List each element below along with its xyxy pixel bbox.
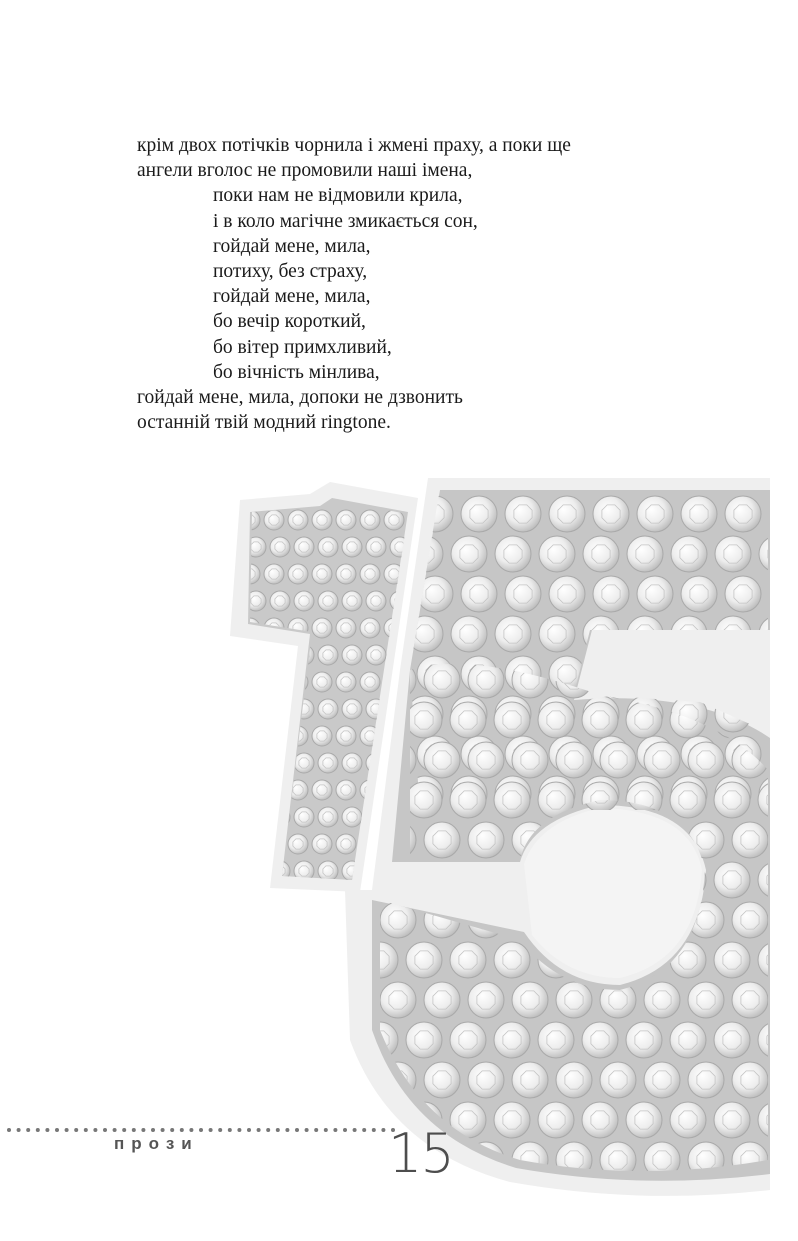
poem-line: крім двох потічків чорнила і жмені праху, а поки ще bbox=[137, 135, 571, 156]
rhinestone bbox=[538, 702, 574, 738]
rhinestone bbox=[627, 536, 663, 572]
rhinestone bbox=[288, 564, 308, 584]
rhinestone bbox=[424, 822, 460, 858]
rhinestone bbox=[539, 536, 575, 572]
rhinestone bbox=[670, 782, 706, 818]
footer-dot bbox=[257, 1128, 261, 1132]
rhinestone bbox=[714, 942, 750, 978]
rhinestone bbox=[406, 782, 442, 818]
rhinestone bbox=[512, 742, 548, 778]
rhinestone bbox=[582, 1022, 618, 1058]
rhinestone bbox=[240, 726, 260, 746]
rhinestone bbox=[240, 780, 260, 800]
rhinestone bbox=[312, 834, 332, 854]
footer-dot bbox=[333, 1128, 337, 1132]
rhinestone bbox=[494, 782, 530, 818]
poem-line: гойдай мене, мила, bbox=[213, 235, 371, 257]
rhinestone bbox=[776, 742, 798, 778]
footer-dot bbox=[103, 1128, 107, 1132]
rhinestone bbox=[495, 536, 531, 572]
rhinestone bbox=[758, 1022, 794, 1058]
rhinestone bbox=[366, 645, 386, 665]
rhinestone bbox=[644, 1062, 680, 1098]
rhinestone bbox=[494, 1102, 530, 1138]
rhinestone bbox=[468, 822, 504, 858]
rhinestone bbox=[424, 1062, 460, 1098]
rhinestone bbox=[336, 834, 356, 854]
poem-line: бо вітер примхливий, bbox=[213, 336, 392, 358]
footer-dot bbox=[161, 1128, 165, 1132]
rhinestone bbox=[714, 782, 750, 818]
rhinestone bbox=[732, 982, 768, 1018]
footer-dot bbox=[65, 1128, 69, 1132]
rhinestone bbox=[342, 537, 362, 557]
rhinestone bbox=[342, 807, 362, 827]
rhinestone bbox=[312, 618, 332, 638]
rhinestone bbox=[318, 591, 338, 611]
rhinestone bbox=[312, 726, 332, 746]
rhinestone bbox=[318, 807, 338, 827]
rhinestone bbox=[342, 699, 362, 719]
rhinestone bbox=[312, 780, 332, 800]
rhinestone bbox=[758, 862, 794, 898]
rhinestone bbox=[406, 1022, 442, 1058]
rhinestone bbox=[732, 822, 768, 858]
rhinestone bbox=[380, 982, 416, 1018]
rhinestone bbox=[600, 742, 636, 778]
rhinestone bbox=[468, 1062, 504, 1098]
rhinestone bbox=[424, 982, 460, 1018]
rhinestone bbox=[264, 672, 284, 692]
rhinestone bbox=[450, 1022, 486, 1058]
footer-dot bbox=[113, 1128, 117, 1132]
rhinestone-number-illustration bbox=[0, 470, 798, 1210]
footer-dot bbox=[122, 1128, 126, 1132]
rhinestone bbox=[637, 576, 673, 612]
footer-dot bbox=[151, 1128, 155, 1132]
rhinestone bbox=[681, 576, 717, 612]
rhinestone bbox=[681, 496, 717, 532]
rhinestone bbox=[556, 742, 592, 778]
rhinestone bbox=[406, 942, 442, 978]
footer-dot bbox=[343, 1128, 347, 1132]
rhinestone bbox=[246, 807, 266, 827]
rhinestone bbox=[336, 672, 356, 692]
footer-dot bbox=[362, 1128, 366, 1132]
rhinestone bbox=[336, 618, 356, 638]
rhinestone bbox=[246, 861, 266, 881]
footer-dot bbox=[381, 1128, 385, 1132]
rhinestone bbox=[424, 742, 460, 778]
rhinestone bbox=[758, 942, 794, 978]
rhinestone bbox=[505, 576, 541, 612]
rhinestone bbox=[366, 537, 386, 557]
rhinestone bbox=[732, 1062, 768, 1098]
footer-dot bbox=[237, 1128, 241, 1132]
rhinestone bbox=[714, 862, 750, 898]
rhinestone bbox=[294, 537, 314, 557]
rhinestone bbox=[246, 699, 266, 719]
footer-dot bbox=[132, 1128, 136, 1132]
rhinestone bbox=[336, 564, 356, 584]
rhinestone bbox=[450, 702, 486, 738]
rhinestone bbox=[270, 591, 290, 611]
rhinestone bbox=[600, 1062, 636, 1098]
rhinestone bbox=[360, 510, 380, 530]
footer-dot bbox=[45, 1128, 49, 1132]
rhinestone bbox=[312, 564, 332, 584]
rhinestone bbox=[512, 1062, 548, 1098]
rhinestone bbox=[336, 726, 356, 746]
rhinestone bbox=[366, 591, 386, 611]
footer-dot bbox=[93, 1128, 97, 1132]
rhinestone bbox=[776, 822, 798, 858]
rhinestone bbox=[318, 645, 338, 665]
rhinestone bbox=[342, 645, 362, 665]
rhinestone bbox=[769, 736, 798, 772]
rhinestone bbox=[670, 1102, 706, 1138]
rhinestone bbox=[776, 982, 798, 1018]
poem-line: поки нам не відмовили крила, bbox=[213, 185, 463, 207]
rhinestone bbox=[714, 1022, 750, 1058]
rhinestone bbox=[758, 1102, 794, 1138]
rhinestone bbox=[644, 742, 680, 778]
rhinestone bbox=[688, 982, 724, 1018]
section-label: прози bbox=[114, 1134, 199, 1153]
rhinestone bbox=[360, 564, 380, 584]
footer-dot bbox=[26, 1128, 30, 1132]
rhinestone bbox=[776, 902, 798, 938]
rhinestone bbox=[494, 1022, 530, 1058]
rhinestone bbox=[759, 536, 795, 572]
rhinestone bbox=[776, 1142, 798, 1178]
rhinestone bbox=[270, 537, 290, 557]
rhinestone bbox=[468, 982, 504, 1018]
rhinestone bbox=[549, 496, 585, 532]
rhinestone bbox=[725, 496, 761, 532]
rhinestone bbox=[294, 753, 314, 773]
rhinestone bbox=[671, 536, 707, 572]
rhinestone bbox=[360, 618, 380, 638]
poem-line: бо вічність мінлива, bbox=[213, 361, 380, 383]
rhinestone bbox=[240, 834, 260, 854]
rhinestone bbox=[776, 1062, 798, 1098]
rhinestone bbox=[688, 742, 724, 778]
rhinestone bbox=[461, 576, 497, 612]
rhinestone bbox=[288, 834, 308, 854]
rhinestone bbox=[776, 662, 798, 698]
footer-dot bbox=[372, 1128, 376, 1132]
rhinestone bbox=[769, 496, 798, 532]
poem-line: бо вечір короткий, bbox=[213, 311, 366, 333]
rhinestone bbox=[593, 496, 629, 532]
rhinestone bbox=[495, 616, 531, 652]
rhinestone bbox=[494, 702, 530, 738]
footer-dot bbox=[218, 1128, 222, 1132]
rhinestone bbox=[626, 1102, 662, 1138]
rhinestone bbox=[451, 616, 487, 652]
rhinestone bbox=[318, 537, 338, 557]
rhinestone bbox=[360, 672, 380, 692]
rhinestone bbox=[538, 1022, 574, 1058]
rhinestone bbox=[644, 982, 680, 1018]
rhinestone bbox=[246, 753, 266, 773]
rhinestone bbox=[549, 576, 585, 612]
rhinestone bbox=[318, 753, 338, 773]
rhinestone bbox=[637, 496, 673, 532]
rhinestone bbox=[424, 662, 460, 698]
rhinestone bbox=[342, 591, 362, 611]
rhinestone bbox=[769, 576, 798, 612]
poem-line: ангели вголос не промовили наші імена, bbox=[137, 160, 473, 182]
footer-dot bbox=[170, 1128, 174, 1132]
rhinestone bbox=[494, 942, 530, 978]
footer-dot bbox=[247, 1128, 251, 1132]
footer-dot bbox=[7, 1128, 11, 1132]
rhinestone bbox=[582, 702, 618, 738]
rhinestone bbox=[593, 576, 629, 612]
rhinestone bbox=[270, 645, 290, 665]
rhinestone bbox=[512, 982, 548, 1018]
footer-dot bbox=[266, 1128, 270, 1132]
poem-line: останній твій модний ringtone. bbox=[137, 412, 391, 434]
rhinestone bbox=[670, 1022, 706, 1058]
rhinestone bbox=[336, 780, 356, 800]
rhinestone bbox=[264, 564, 284, 584]
rhinestone bbox=[626, 1022, 662, 1058]
rhinestone bbox=[270, 699, 290, 719]
rhinestone bbox=[246, 645, 266, 665]
footer-dot bbox=[353, 1128, 357, 1132]
rhinestone bbox=[556, 982, 592, 1018]
footer-dot bbox=[324, 1128, 328, 1132]
rhinestone bbox=[312, 510, 332, 530]
poem-line: і в коло магічне змикається сон, bbox=[213, 210, 478, 232]
rhinestone bbox=[461, 496, 497, 532]
rhinestone bbox=[240, 672, 260, 692]
footer-dot bbox=[74, 1128, 78, 1132]
footer-dot bbox=[55, 1128, 59, 1132]
footer-dot bbox=[314, 1128, 318, 1132]
footer-dot bbox=[276, 1128, 280, 1132]
footer-dot bbox=[180, 1128, 184, 1132]
rhinestone bbox=[539, 616, 575, 652]
rhinestone bbox=[336, 510, 356, 530]
rhinestone bbox=[715, 536, 751, 572]
rhinestone bbox=[725, 576, 761, 612]
rhinestone bbox=[714, 1102, 750, 1138]
footer-dot bbox=[228, 1128, 232, 1132]
rhinestone bbox=[538, 1102, 574, 1138]
rhinestone bbox=[769, 656, 798, 692]
rhinestone bbox=[288, 510, 308, 530]
rhinestone bbox=[688, 1062, 724, 1098]
rhinestone bbox=[294, 807, 314, 827]
rhinestone bbox=[264, 726, 284, 746]
footer-dot bbox=[295, 1128, 299, 1132]
footer-dot bbox=[36, 1128, 40, 1132]
rhinestone bbox=[732, 902, 768, 938]
poem-line: гойдай мене, мила, bbox=[213, 286, 371, 308]
footer-dot bbox=[84, 1128, 88, 1132]
footer-dot bbox=[17, 1128, 21, 1132]
footer-dot bbox=[189, 1128, 193, 1132]
rhinestone bbox=[294, 591, 314, 611]
rhinestone bbox=[318, 861, 338, 881]
footer-dot bbox=[209, 1128, 213, 1132]
rhinestone bbox=[505, 496, 541, 532]
rhinestone bbox=[264, 510, 284, 530]
rhinestone bbox=[318, 699, 338, 719]
page-number: 15 bbox=[388, 1122, 453, 1185]
footer-dot bbox=[285, 1128, 289, 1132]
rhinestone bbox=[758, 782, 794, 818]
rhinestone bbox=[468, 742, 504, 778]
rhinestone bbox=[582, 1102, 618, 1138]
rhinestone bbox=[342, 753, 362, 773]
rhinestone bbox=[583, 536, 619, 572]
rhinestone bbox=[451, 536, 487, 572]
rhinestone bbox=[450, 782, 486, 818]
poem-line: гойдай мене, мила, допоки не дзвонить bbox=[137, 387, 463, 409]
footer-dotted-rule bbox=[6, 1126, 398, 1134]
footer-dot bbox=[141, 1128, 145, 1132]
poem-line: потиху, без страху, bbox=[213, 261, 368, 283]
rhinestone bbox=[556, 1062, 592, 1098]
footer-dot bbox=[305, 1128, 309, 1132]
rhinestone bbox=[384, 510, 404, 530]
poem-text bbox=[137, 133, 697, 435]
rhinestone bbox=[406, 702, 442, 738]
rhinestone bbox=[450, 942, 486, 978]
rhinestone bbox=[312, 672, 332, 692]
footer-dot bbox=[199, 1128, 203, 1132]
